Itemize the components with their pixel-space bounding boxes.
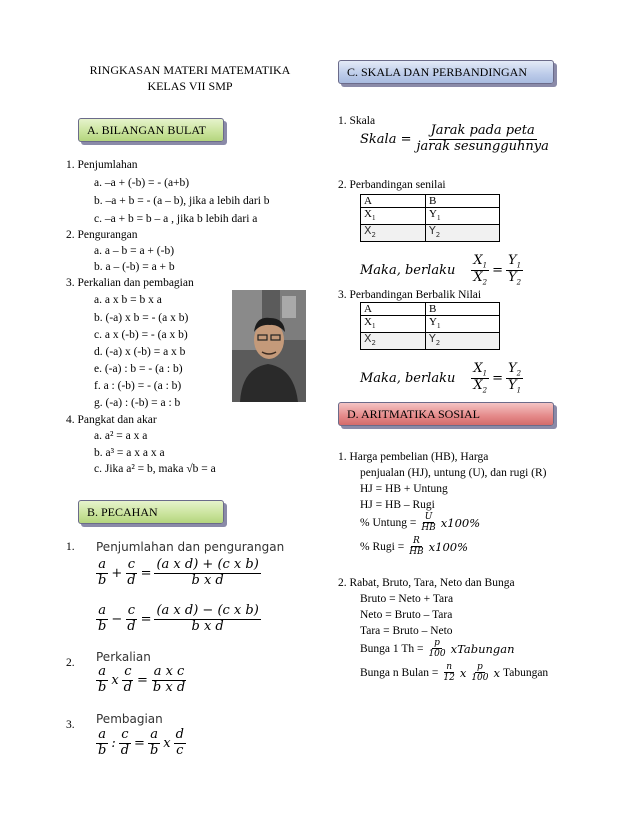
- tara-line: Tara = Bruto – Neto: [360, 625, 453, 637]
- skala-item-2: 2. Perbandingan senilai: [338, 179, 446, 191]
- hj-rugi: HJ = HB – Rugi: [360, 499, 435, 511]
- sosial-item-1: 1. Harga pembelian (HB), Harga: [338, 451, 489, 463]
- bilangan-item-4b: b. a³ = a x a x a: [94, 447, 165, 459]
- table-cell: $Y_1$: [426, 316, 500, 333]
- bilangan-item-3e: e. (-a) : b = - (a : b): [94, 363, 183, 375]
- section-header-skala: [338, 60, 554, 84]
- pecahan-item-3-title: Pembagian: [96, 712, 163, 726]
- pecahan-multiplication-formula: a b x $\frac{c}{d}$ = $\frac{\text{a x c}}{\text{b x d}}$: [98, 664, 186, 695]
- hj-untung: HJ = HB + Untung: [360, 483, 448, 495]
- table-cell: $X_2$: [361, 333, 426, 350]
- x100-label: x100%: [440, 515, 481, 530]
- neto-line: Neto = Bruto – Tara: [360, 609, 453, 621]
- bilangan-item-1: 1. Penjumlahan: [66, 159, 138, 171]
- fraction-r-hb: $\frac{R}{HB}$: [409, 536, 424, 558]
- pecahan-item-2-title: Perkalian: [96, 650, 151, 664]
- pecahan-subtraction-formula: a b − $\frac{c}{d}$ = $\frac{\text{(a x d) − (c x b)}}{\text{b x d}}$: [98, 603, 259, 634]
- section-header-aritmatika: [338, 402, 554, 426]
- title-line-1: RINGKASAN MATERI MATEMATIKA: [89, 63, 291, 77]
- pecahan-addition-formula: a b + $\frac{c}{d}$ = $\frac{\text{(a x d) + (c x b)}}{\text{b x d}}$: [98, 557, 259, 588]
- fraction-a-b-2: $\frac{a}{b}$: [149, 727, 159, 758]
- section-a-label: A. BILANGAN BULAT: [87, 122, 206, 137]
- perbandingan-berbalik-table: [360, 302, 500, 350]
- bruto-line: Bruto = Neto + Tara: [360, 593, 454, 605]
- fraction-a-b: a b: [98, 664, 107, 695]
- bilangan-item-2b: b. a – (-b) = a + b: [94, 261, 175, 273]
- persen-untung-label: % Untung =: [360, 516, 417, 529]
- skala-formula: [360, 124, 551, 155]
- sosial-item-1-cont: penjualan (HJ), untung (U), dan rugi (R): [360, 467, 547, 479]
- bilangan-item-3f: f. a : (-b) = - (a : b): [94, 380, 182, 392]
- section-header-bilangan-bulat: [78, 118, 224, 142]
- bunga-1-tahun-formula: [360, 638, 515, 660]
- bunga-n-bulan-label: Bunga n Bulan =: [360, 666, 439, 679]
- section-d-label: D. ARITMATIKA SOSIAL: [347, 406, 481, 421]
- fraction-u-hb: $\frac{U}{HB}$: [421, 512, 436, 534]
- author-photo: [232, 290, 306, 402]
- title-line-2: KELAS VII SMP: [147, 79, 233, 93]
- persen-rugi-formula: [360, 536, 468, 558]
- skala-fraction: Jarak pada peta jarak sesungguhnya: [416, 123, 549, 154]
- bilangan-item-3a: a. a x b = b x a: [94, 294, 162, 306]
- pecahan-item-1-title: Penjumlahan dan pengurangan: [96, 540, 285, 554]
- persen-untung-formula: [360, 512, 480, 534]
- fraction-n-12: $\frac{n}{12}$: [443, 662, 455, 684]
- fraction-a-b: a b: [98, 603, 107, 634]
- skala-item-3: 3. Perbandingan Berbalik Nilai: [338, 289, 482, 301]
- sosial-item-2: 2. Rabat, Bruto, Tara, Neto dan Bunga: [338, 577, 515, 589]
- table-cell: A: [361, 303, 426, 316]
- table-cell: $X_1$: [361, 316, 426, 333]
- bilangan-item-1a: a. –a + (-b) = - (a+b): [94, 177, 190, 189]
- table-cell: $Y_2$: [426, 333, 500, 350]
- fraction-sub-result: $\frac{\text{(a x d) − (c x b)}}{\text{b x d}}$: [156, 603, 259, 634]
- pecahan-division-formula: a b : $\frac{c}{d}$ = $\frac{a}{b}$ x d c: [98, 727, 184, 758]
- maka-berlaku-label: Maka, berlaku: [360, 262, 456, 278]
- maka-berlaku-label: Maka, berlaku: [360, 370, 456, 386]
- skala-item-1: 1. Skala: [338, 115, 376, 127]
- bilangan-item-1c: c. –a + b = b – a , jika b lebih dari a: [94, 213, 258, 225]
- fraction-c-d: $\frac{c}{d}$: [127, 557, 136, 588]
- berbalik-formula: Maka, berlaku $\frac{X_1}{X_2}$ = $\frac{Y_2}{Y_1}$: [360, 361, 522, 395]
- x100-label: x100%: [428, 539, 469, 554]
- fraction-mul-result: $\frac{\text{a x c}}{\text{b x d}}$: [152, 664, 186, 695]
- document-title: [78, 62, 302, 94]
- bilangan-item-4a: a. a² = a x a: [94, 430, 148, 442]
- persen-rugi-label: % Rugi =: [360, 540, 405, 553]
- bilangan-item-4c: c. Jika a² = b, maka √b = a: [94, 463, 216, 475]
- fraction-c-d: $\frac{c}{d}$: [123, 664, 132, 695]
- fraction-c-d: $\frac{c}{d}$: [120, 727, 130, 758]
- bilangan-item-2a: a. a – b = a + (-b): [94, 245, 175, 257]
- bilangan-item-4: 4. Pangkat dan akar: [66, 414, 157, 426]
- fraction-c-d: $\frac{c}{d}$: [127, 603, 136, 634]
- fraction-add-result: $\frac{\text{(a x d) + (c x b)}}{\text{b x d}}$: [156, 557, 259, 588]
- fraction-y1-y2: $\frac{Y_1}{Y_2}$: [507, 253, 522, 287]
- fraction-a-b: a b: [98, 727, 107, 758]
- pecahan-item-1-number: 1.: [66, 541, 75, 553]
- bilangan-item-3g: g. (-a) : (-b) = a : b: [94, 397, 181, 409]
- perbandingan-senilai-table: [360, 194, 500, 242]
- fraction-p-100: p 100: [471, 662, 489, 684]
- pecahan-item-3-number: 3.: [66, 719, 75, 731]
- bunga-n-bulan-formula: Bunga n Bulan = $\frac{n}{12}$ x p 100 x Tabungan: [360, 662, 549, 684]
- bunga-1-tahun-label: Bunga 1 Th =: [360, 642, 424, 655]
- fraction-a-b: a b: [98, 557, 107, 588]
- fraction-d-c: d c: [175, 727, 184, 758]
- bilangan-item-2: 2. Pengurangan: [66, 229, 138, 241]
- section-b-label: B. PECAHAN: [87, 504, 158, 519]
- table-cell: $X_1$: [361, 208, 426, 225]
- table-cell: $X_2$: [361, 225, 426, 242]
- bilangan-item-3: 3. Perkalian dan pembagian: [66, 277, 194, 289]
- fraction-y2-y1: $\frac{Y_2}{Y_1}$: [507, 361, 522, 395]
- fraction-x1-x2: $\frac{X_1}{X_2}$: [473, 361, 488, 395]
- bilangan-item-3d: d. (-a) x (-b) = a x b: [94, 346, 186, 358]
- tabungan-label: Tabungan: [503, 666, 549, 679]
- section-header-pecahan: [78, 500, 224, 524]
- senilai-formula: Maka, berlaku $\frac{X_1}{X_2}$ = $\frac{Y_1}{Y_2}$: [360, 253, 522, 287]
- x-tabungan-label: xTabungan: [450, 641, 515, 656]
- table-cell: $Y_1$: [426, 208, 500, 225]
- table-cell: $Y_2$: [426, 225, 500, 242]
- bilangan-item-3c: c. a x (-b) = - (a x b): [94, 329, 188, 341]
- table-cell: B: [426, 195, 500, 208]
- bilangan-item-1b: b. –a + b = - (a – b), jika a lebih dari b: [94, 195, 270, 207]
- fraction-x1-x2: $\frac{X_1}{X_2}$: [473, 253, 488, 287]
- fraction-p-100: $\frac{p}{100}$: [428, 638, 446, 660]
- table-cell: B: [426, 303, 500, 316]
- table-cell: A: [361, 195, 426, 208]
- section-c-label: C. SKALA DAN PERBANDINGAN: [347, 64, 528, 79]
- skala-lhs: Skala =: [360, 131, 412, 147]
- pecahan-item-2-number: 2.: [66, 657, 75, 669]
- bilangan-item-3b: b. (-a) x b = - (a x b): [94, 312, 189, 324]
